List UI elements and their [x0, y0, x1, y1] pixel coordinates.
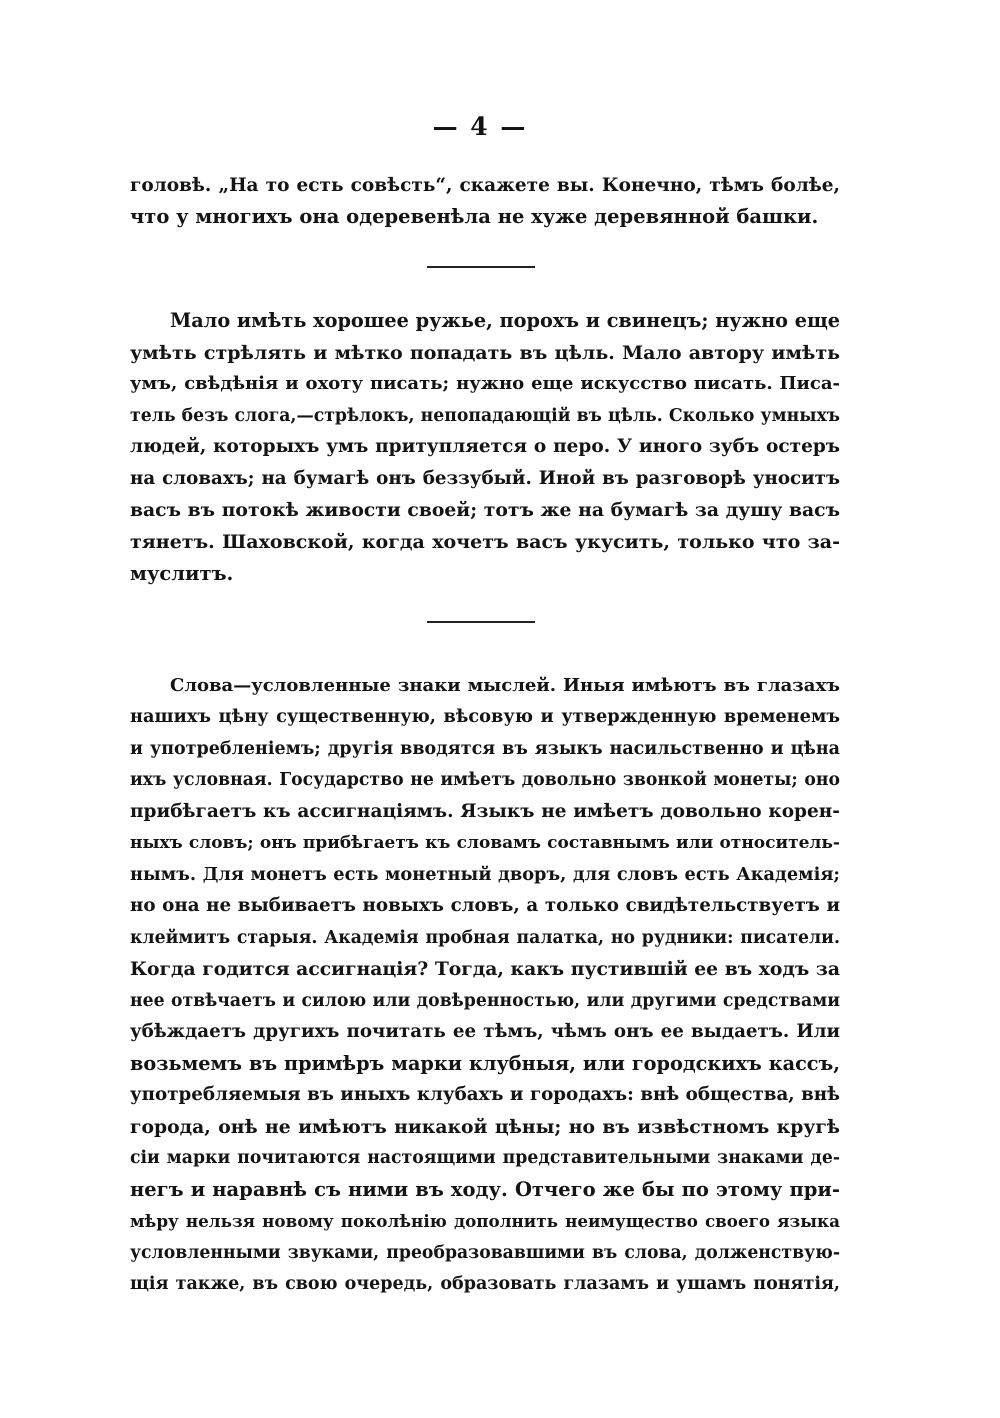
- text-line: нее отвѣчаетъ и силою или довѣренностью, или другими средствами: [130, 991, 840, 1011]
- text-line: умъ, свѣдѣнія и охоту писать; нужно еще искусство писать. Писа-: [130, 373, 840, 394]
- text-line: возьмемъ въ примѣръ марки клубныя, или городскихъ кассъ,: [130, 1052, 840, 1075]
- text-line: тель безъ слога,—стрѣлокъ, непопадающій въ цѣль. Сколько умныхъ: [130, 406, 840, 426]
- text-line: муслитъ.: [130, 562, 234, 585]
- text-line: ныхъ словъ; онъ прибѣгаетъ къ словамъ составнымъ или относитель-: [130, 833, 840, 853]
- text-line: нымъ. Для монетъ есть монетный дворъ, для словъ есть Академія;: [130, 864, 840, 885]
- text-line: васъ въ потокѣ живости своей; тотъ же на бумагѣ за душу васъ: [130, 499, 840, 521]
- text-line: употребляемыя въ иныхъ клубахъ и городахъ: внѣ общества, внѣ: [130, 1084, 840, 1105]
- text-line: клеймитъ старыя. Академія пробная палатка, но рудники: писатели.: [130, 928, 840, 948]
- text-line: тянетъ. Шаховской, когда хочетъ васъ укусить, только что за-: [130, 531, 840, 553]
- text-line: убѣждаетъ другихъ почитать ее тѣмъ, чѣмъ онъ ее выдаетъ. Или: [130, 1021, 840, 1042]
- text-line: Слова—условленные знаки мыслей. Иныя имѣютъ въ глазахъ: [170, 675, 840, 696]
- text-line: сіи марки почитаются настоящими представительными знаками де-: [130, 1148, 840, 1168]
- text-line: Когда годится ассигнація? Тогда, какъ пустившій ее въ ходъ за: [130, 958, 840, 980]
- text-line: умѣть стрѣлять и мѣтко попадать въ цѣль. Мало автору имѣть: [130, 342, 840, 364]
- text-line: мѣру нельзя новому поколѣнію дополнить неимущество своего языка: [130, 1211, 840, 1231]
- text-line: Мало имѣть хорошее ружье, порохъ и свинецъ; нужно еще: [170, 309, 841, 332]
- text-line: и употребленіемъ; другія вводятся въ языкъ насильственно и цѣна: [130, 739, 840, 759]
- text-line: что у многихъ она одеревенѣла не хуже деревянной башки.: [130, 205, 819, 228]
- text-line: условленными звуками, преобразовавшими въ слова, долженствую-: [130, 1243, 840, 1263]
- section-divider: [427, 266, 535, 268]
- page-number: — 4 —: [432, 112, 528, 141]
- text-line: ихъ условная. Государство не имѣетъ довольно звонкой монеты; оно: [130, 770, 840, 790]
- text-line: на словахъ; на бумагѣ онъ беззубый. Иной въ разговорѣ уноситъ: [130, 468, 840, 489]
- text-line: но она не выбиваетъ новыхъ словъ, а только свидѣтельствуетъ и: [130, 895, 840, 916]
- text-line: щія также, въ свою очередь, образовать глазамъ и ушамъ понятія,: [130, 1274, 840, 1294]
- text-line: людей, которыхъ умъ притупляется о перо. У иного зубъ остеръ: [130, 436, 840, 457]
- section-divider: [427, 621, 535, 623]
- text-line: нашихъ цѣну существенную, вѣсовую и утвержденную временемъ: [130, 706, 840, 727]
- text-line: прибѣгаетъ къ ассигнаціямъ. Языкъ не имѣетъ довольно корен-: [130, 801, 840, 822]
- text-line: города, онѣ не имѣютъ никакой цѣны; но въ извѣстномъ кругѣ: [130, 1116, 840, 1138]
- text-line: негъ и наравнѣ съ ними въ ходу. Отчего же бы по этому при-: [130, 1178, 840, 1201]
- text-line: головѣ. „На то есть совѣсть“, скажете вы. Конечно, тѣмъ болѣе,: [130, 175, 840, 196]
